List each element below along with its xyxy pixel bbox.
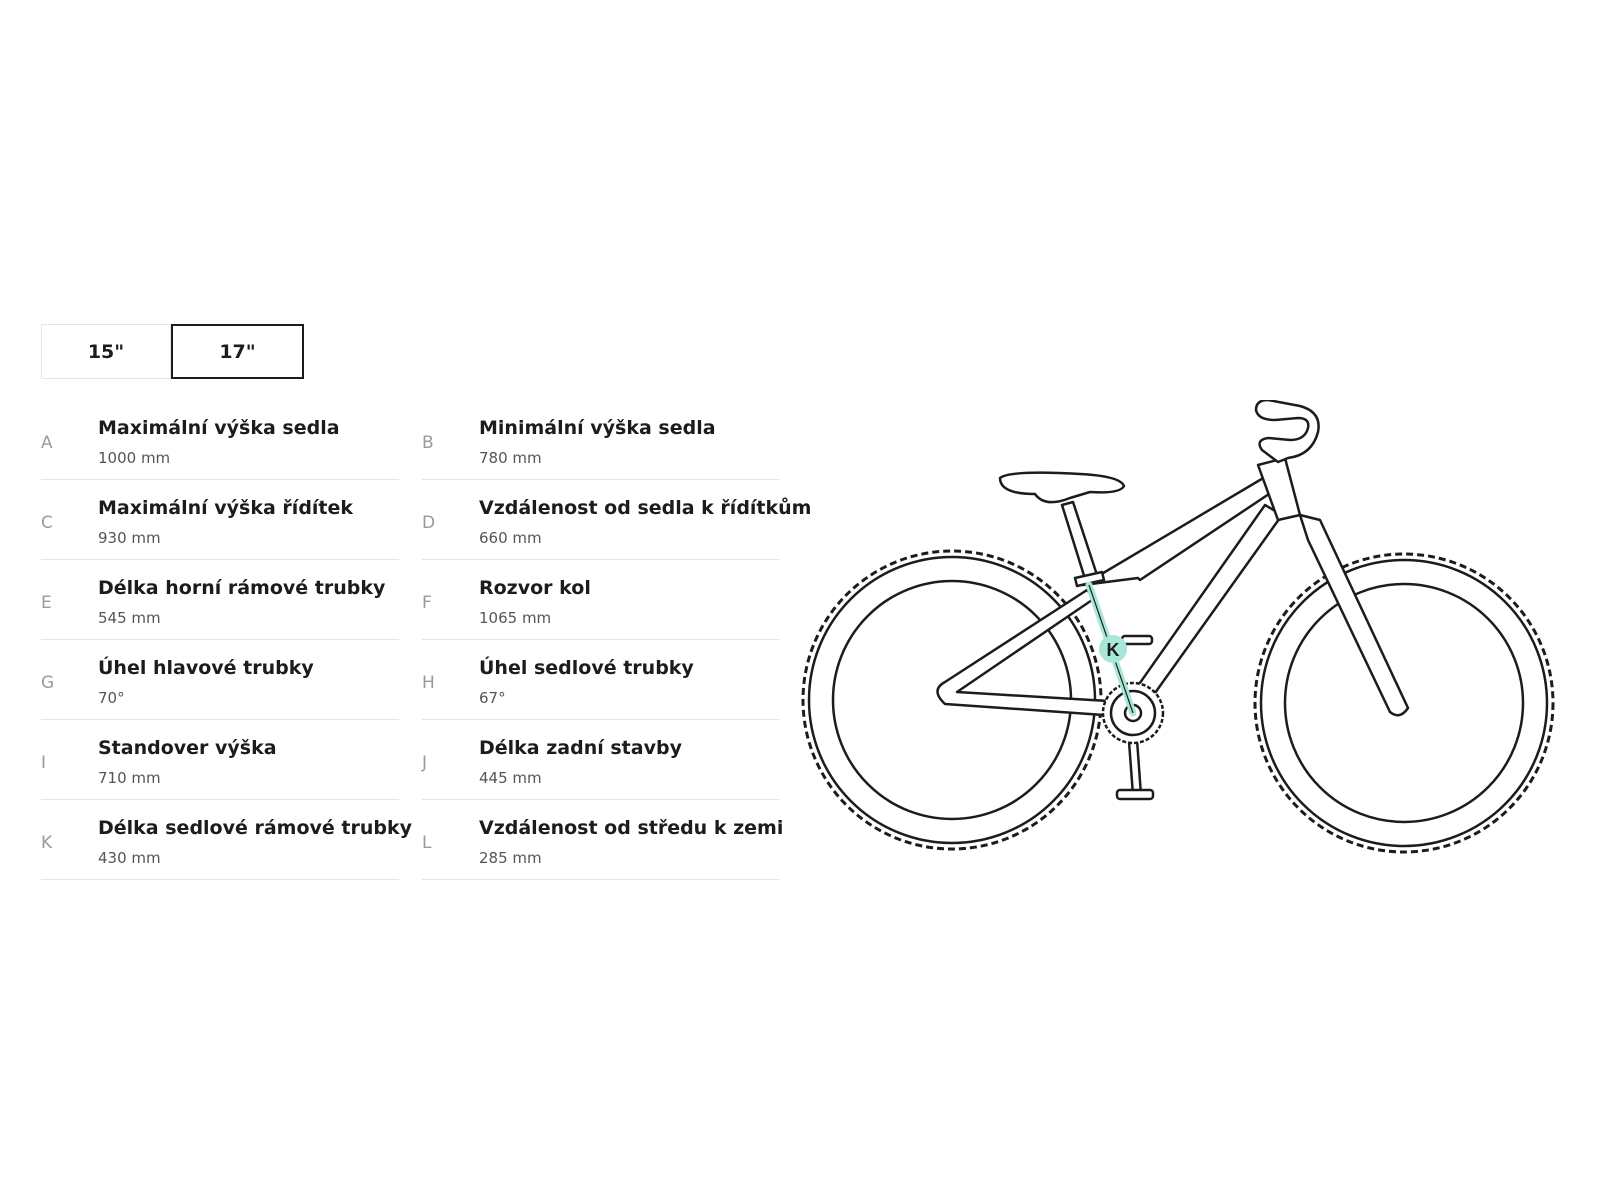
geometry-value: 710 mm bbox=[98, 769, 161, 787]
geometry-letter: B bbox=[422, 433, 434, 453]
geometry-name: Rozvor kol bbox=[479, 577, 591, 599]
geometry-name: Vzdálenost od středu k zemi bbox=[479, 817, 784, 839]
geometry-value: 445 mm bbox=[479, 769, 542, 787]
geometry-name: Maximální výška sedla bbox=[98, 417, 340, 439]
geometry-row-i bbox=[41, 720, 399, 800]
geometry-value: 660 mm bbox=[479, 529, 542, 547]
geometry-row-e bbox=[41, 560, 399, 640]
geometry-value: 70° bbox=[98, 689, 125, 707]
geometry-name: Délka sedlové rámové trubky bbox=[98, 817, 413, 839]
geometry-row-g bbox=[41, 640, 399, 720]
geometry-value: 545 mm bbox=[98, 609, 161, 627]
geometry-row-j bbox=[422, 720, 780, 800]
geometry-name: Minimální výška sedla bbox=[479, 417, 716, 439]
geometry-letter: L bbox=[422, 833, 432, 853]
geometry-row-f bbox=[422, 560, 780, 640]
geometry-letter: F bbox=[422, 593, 432, 613]
geometry-name: Délka horní rámové trubky bbox=[98, 577, 386, 599]
geometry-letter: A bbox=[41, 433, 53, 453]
geometry-value: 1065 mm bbox=[479, 609, 552, 627]
geometry-value: 430 mm bbox=[98, 849, 161, 867]
geometry-name: Maximální výška řídítek bbox=[98, 497, 354, 519]
geometry-name: Standover výška bbox=[98, 737, 277, 759]
geometry-name: Úhel sedlové trubky bbox=[479, 657, 694, 679]
geometry-letter: E bbox=[41, 593, 52, 613]
geometry-row-h bbox=[422, 640, 780, 720]
geometry-row-l bbox=[422, 800, 784, 880]
bike-illustration bbox=[795, 400, 1565, 870]
geometry-letter: C bbox=[41, 513, 53, 533]
geometry-value: 780 mm bbox=[479, 449, 542, 467]
geometry-column-left bbox=[41, 400, 413, 880]
geometry-value: 67° bbox=[479, 689, 506, 707]
geometry-value: 1000 mm bbox=[98, 449, 171, 467]
bike-frame bbox=[938, 400, 1409, 799]
geometry-letter: K bbox=[41, 833, 53, 853]
geometry-letter: G bbox=[41, 673, 55, 693]
geometry-name: Úhel hlavové trubky bbox=[98, 657, 314, 679]
geometry-value: 285 mm bbox=[479, 849, 542, 867]
geometry-column-right bbox=[422, 400, 812, 880]
geometry-letter: H bbox=[422, 673, 435, 693]
geometry-name: Vzdálenost od sedla k řídítkům bbox=[479, 497, 812, 519]
geometry-row-a bbox=[41, 400, 399, 480]
seat-tube-label: K bbox=[1106, 640, 1120, 660]
size-tab-17[interactable]: 17" bbox=[171, 324, 304, 379]
geometry-value: 930 mm bbox=[98, 529, 161, 547]
geometry-row-b bbox=[422, 400, 780, 480]
geometry-row-k bbox=[41, 800, 413, 880]
geometry-letter: I bbox=[41, 753, 47, 773]
frame-size-selector bbox=[41, 324, 304, 379]
geometry-row-d bbox=[422, 480, 812, 560]
geometry-letter: J bbox=[422, 753, 428, 773]
size-tab-15[interactable]: 15" bbox=[41, 324, 171, 379]
geometry-letter: D bbox=[422, 513, 436, 533]
geometry-name: Délka zadní stavby bbox=[479, 737, 682, 759]
geometry-row-c bbox=[41, 480, 399, 560]
